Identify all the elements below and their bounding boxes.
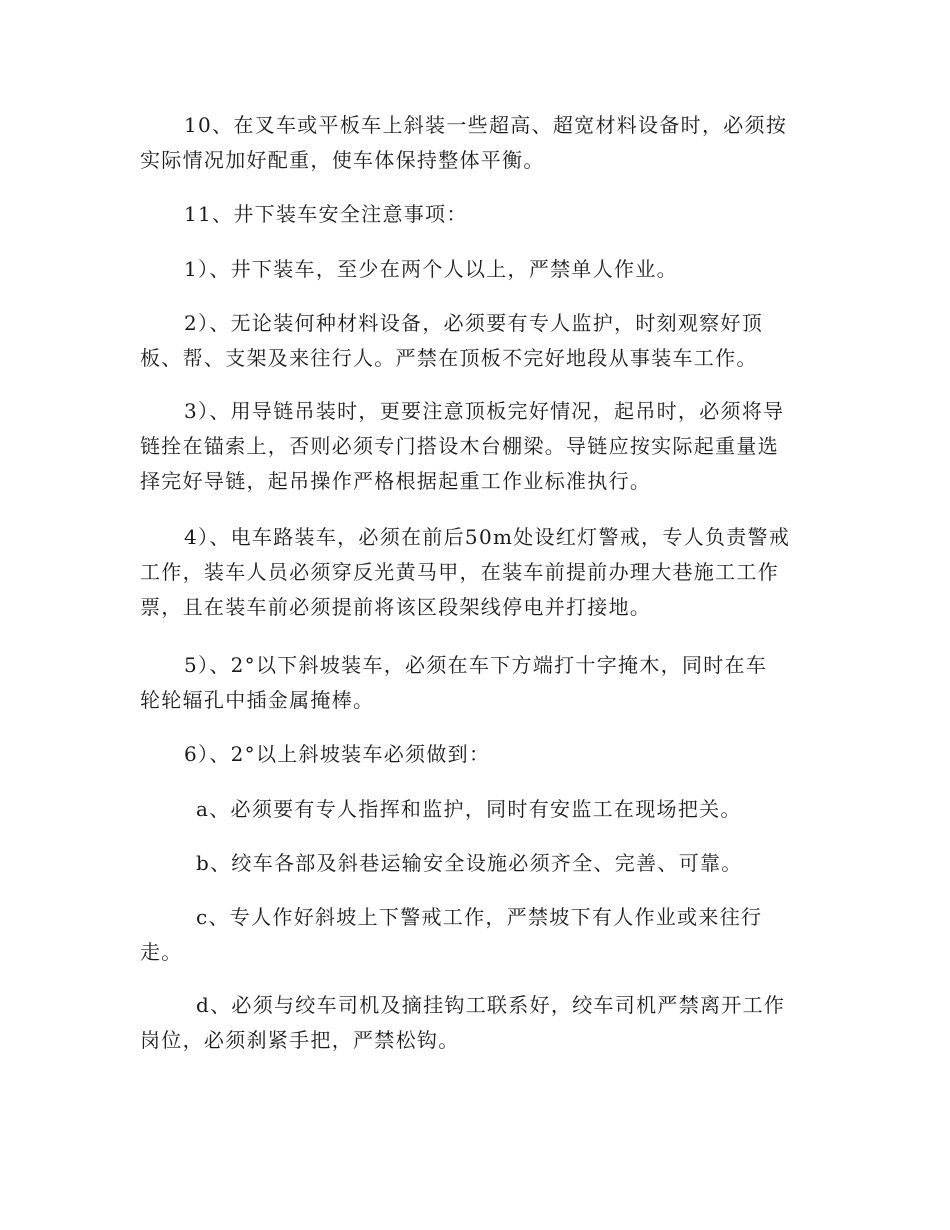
paragraph-line: d、必须与绞车司机及摘挂钩工联系好，绞车司机严禁离开工作 [196,993,786,1017]
paragraph-item-a [140,792,820,827]
paragraph-11-5 [140,648,820,718]
paragraph-line: 岗位，必须刹紧手把，严禁松钩。 [140,1028,460,1052]
paragraph-item-d [140,988,820,1058]
paragraph-line: 2）、无论装何种材料设备，必须要有专人监护，时刻观察好顶 [184,311,764,335]
paragraph-line: 板、帮、支架及来往行人。严禁在顶板不完好地段从事装车工作。 [140,346,758,370]
paragraph-line: 实际情况加好配重，使车体保持整体平衡。 [140,148,545,172]
paragraph-item-b [140,846,820,881]
paragraph-line: 10、在叉车或平板车上斜装一些超高、超宽材料设备时，必须按 [184,113,788,137]
paragraph-11-2 [140,306,820,376]
paragraph-11-3 [140,394,820,499]
paragraph-11-1 [140,252,820,287]
paragraph-line: 3）、用导链吊装时，更要注意顶板完好情况，起吊时，必须将导 [184,399,785,423]
paragraph-line: 走。 [140,940,183,964]
paragraph-item-c [140,900,820,970]
paragraph-line: 工作，装车人员必须穿反光黄马甲，在装车前提前办理大巷施工工作 [140,560,779,584]
paragraph-line: 4）、电车路装车，必须在前后50m处设红灯警戒，专人负责警戒 [184,525,791,549]
paragraph-10 [140,108,820,178]
paragraph-11-4 [140,520,820,625]
paragraph-line: 票，且在装车前必须提前将该区段架线停电并打接地。 [140,595,652,619]
paragraph-line: b、绞车各部及斜巷运输安全设施必须齐全、完善、可靠。 [196,851,743,875]
paragraph-line: 1）、井下装车，至少在两个人以上，严禁单人作业。 [184,257,678,281]
paragraph-line: c、专人作好斜坡上下警戒工作，严禁坡下有人作业或来往行 [196,905,763,929]
paragraph-line: 6）、2°以上斜坡装车必须做到： [184,742,491,766]
paragraph-line: 择完好导链，起吊操作严格根据起重工作业标准执行。 [140,469,652,493]
paragraph-line: 链拴在锚索上，否则必须专门搭设木台棚梁。导链应按实际起重量选 [140,434,779,458]
paragraph-11-6 [140,737,820,772]
paragraph-line: a、必须要有专人指挥和监护，同时有安监工在现场把关。 [196,797,742,821]
paragraph-line: 11、井下装车安全注意事项： [184,202,468,226]
paragraph-line: 轮轮辐孔中插金属掩棒。 [140,688,375,712]
paragraph-11 [140,197,820,232]
paragraph-line: 5）、2°以下斜坡装车，必须在车下方端打十字掩木，同时在车 [184,653,768,677]
